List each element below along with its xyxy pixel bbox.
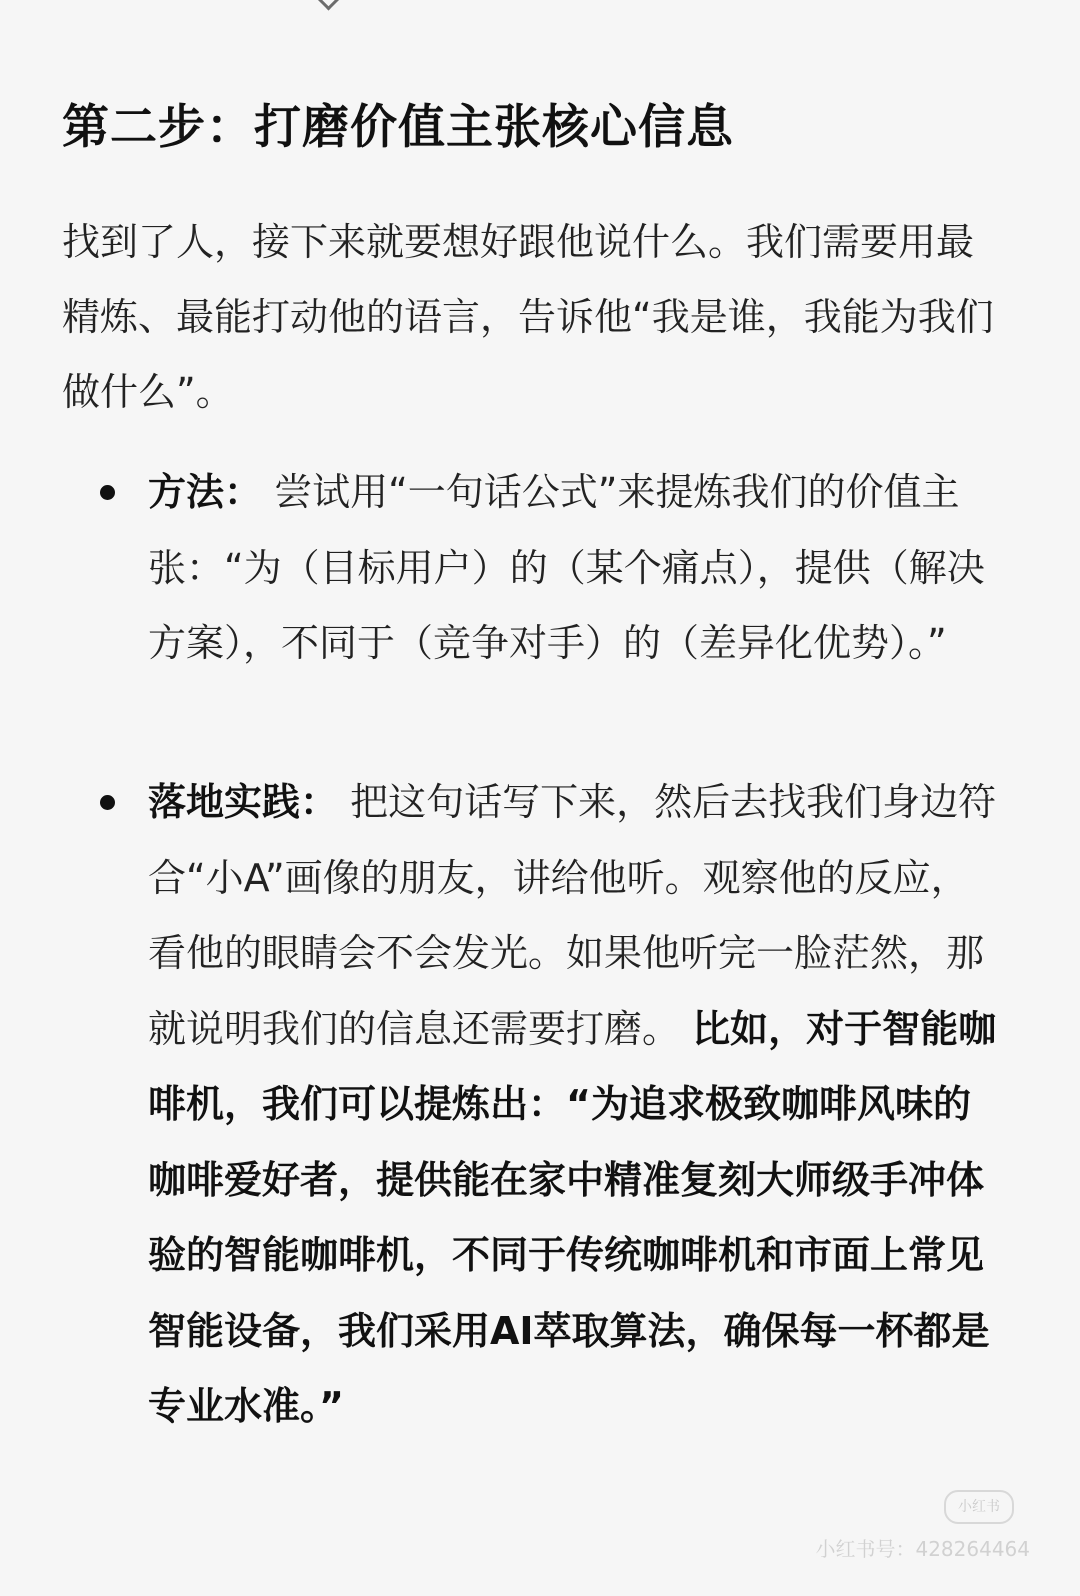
list-item-text bbox=[148, 455, 998, 682]
bullet-dot-icon bbox=[100, 795, 115, 810]
chevron-mark-icon bbox=[316, 0, 340, 11]
watermark-logo: 小红书 bbox=[944, 1490, 1014, 1524]
intro-paragraph: 找到了人，接下来就要想好跟他说什么。我们需要用最精炼、最能打动他的语言，告诉他“我是谁，我能为我们做什么”。 bbox=[62, 220, 994, 414]
list-item-text bbox=[148, 765, 998, 1445]
bullet-list bbox=[0, 455, 1080, 1525]
watermark-id: 小红书号：4282644​64 bbox=[815, 1537, 1030, 1561]
list-item-method bbox=[0, 455, 1080, 765]
list-item-body: 把这句话写下来，然后去找我们身边符合“小A”画像的朋友，讲给他听。观察他的反应，看他的眼睛会不会发光。如果他听完一脸茫然，那就说明我们的信息还需要打磨。 bbox=[148, 780, 997, 1051]
list-item-label: 方法： bbox=[148, 470, 263, 514]
list-item-practice bbox=[0, 765, 1080, 1525]
list-item-body: 尝试用“一句话公式”来提炼我们的价值主张：“为（目标用户）的（某个痛点），提供（解决方案），不同于（竞争对手）的（差异化优势）。” bbox=[148, 470, 985, 665]
section-heading: 第二步：打磨价值主张核心信息 bbox=[62, 100, 734, 155]
list-item-example: 比如，对于智能咖啡机，我们可以提炼出：“为追求极致咖啡风味的咖啡爱好者，提供能在家中精准复刻大师级手冲体验的智能咖啡机，不同于传统咖啡机和市面上常见智能设备，我们采用AI萃取算法，确保每一杯都是专业水准。” bbox=[148, 1006, 997, 1428]
list-item-label: 落地实践： bbox=[148, 780, 339, 824]
bullet-dot-icon bbox=[100, 485, 115, 500]
